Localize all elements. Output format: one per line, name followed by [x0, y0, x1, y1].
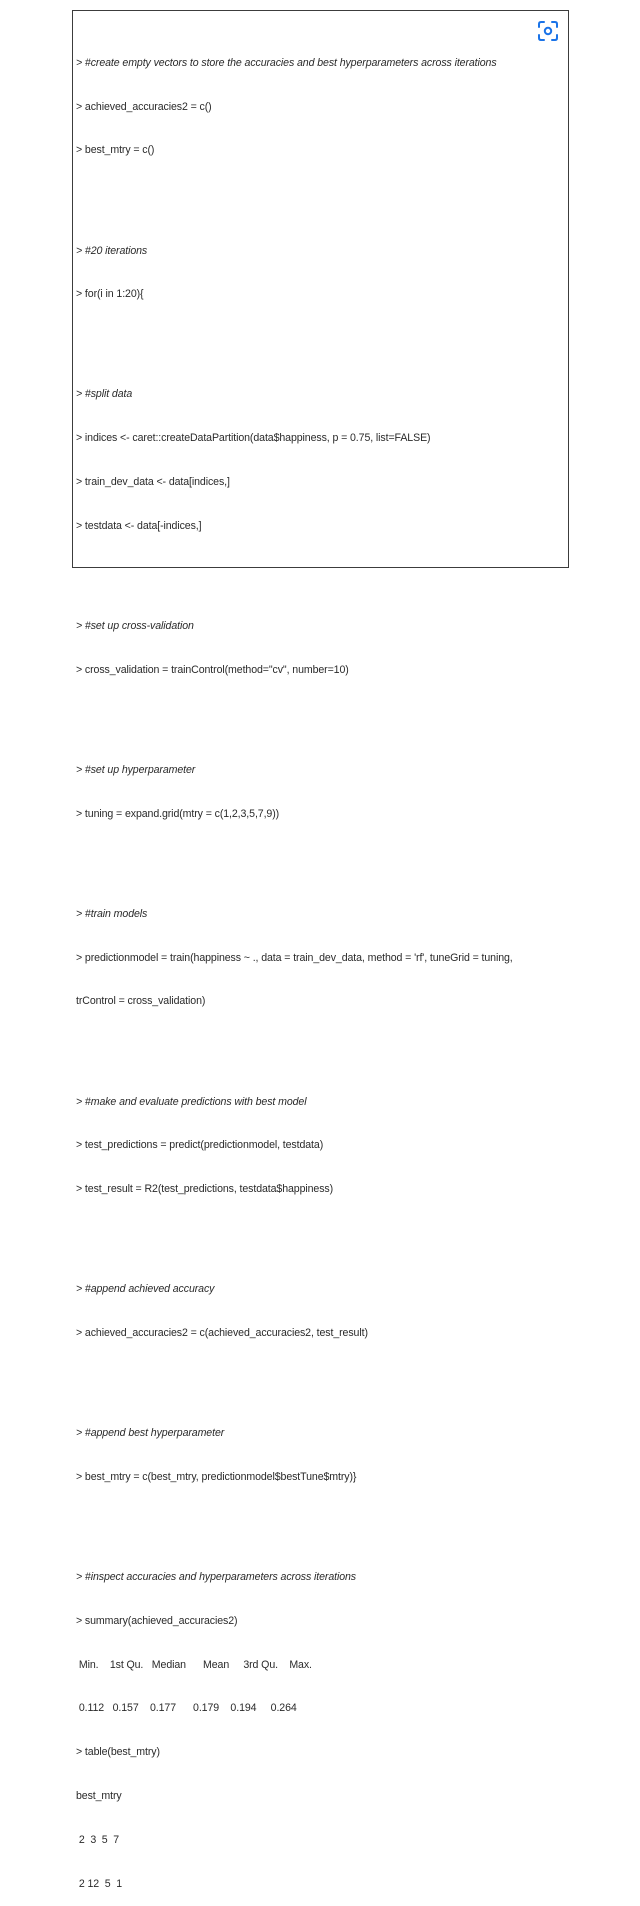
- comment-line: > #append achieved accuracy: [76, 1283, 215, 1296]
- lens-scan-icon[interactable]: [537, 20, 559, 42]
- code-line: trControl = cross_validation): [76, 995, 206, 1008]
- comment-line: > #inspect accuracies and hyperparameters across iterations: [76, 1571, 356, 1584]
- comment-line: > #create empty vectors to store the accuracies and best hyperparameters across iterations: [76, 56, 497, 69]
- comment-line: > #train models: [76, 907, 148, 920]
- r-console-output: [76, 12, 546, 1906]
- table-counts-line: 2 12 5 1: [76, 1877, 123, 1890]
- code-line: > achieved_accuracies2 = c(): [76, 100, 212, 113]
- code-line: > best_mtry = c(best_mtry, predictionmodel$bestTune$mtry)}: [76, 1470, 357, 1483]
- code-line: > for(i in 1:20){: [76, 288, 144, 301]
- comment-line: > #make and evaluate predictions with best model: [76, 1095, 307, 1108]
- code-line: > indices <- caret::createDataPartition(data$happiness, p = 0.75, list=FALSE): [76, 432, 431, 445]
- code-line: > train_dev_data <- data[indices,]: [76, 476, 230, 488]
- summary-values-line: 0.112 0.157 0.177 0.179 0.194 0.264: [76, 1702, 297, 1715]
- code-line: > summary(achieved_accuracies2): [76, 1614, 238, 1627]
- code-line: > predictionmodel = train(happiness ~ ., data = train_dev_data, method = 'rf', tuneGrid = tuning,: [76, 951, 513, 964]
- code-line: > achieved_accuracies2 = c(achieved_accuracies2, test_result): [76, 1327, 368, 1340]
- code-line: > testdata <- data[-indices,]: [76, 519, 202, 532]
- comment-line: > #20 iterations: [76, 244, 148, 257]
- code-line: > table(best_mtry): [76, 1746, 160, 1759]
- comment-line: > #set up hyperparameter: [76, 763, 196, 776]
- code-line: > tuning = expand.grid(mtry = c(1,2,3,5,7,9)): [76, 807, 280, 820]
- code-line: > best_mtry = c(): [76, 144, 155, 157]
- comment-line: > #set up cross-validation: [76, 619, 194, 632]
- comment-line: > #append best hyperparameter: [76, 1427, 225, 1440]
- code-line: > cross_validation = trainControl(method="cv", number=10): [76, 663, 349, 676]
- summary-header-line: Min. 1st Qu. Median Mean 3rd Qu. Max.: [76, 1658, 312, 1671]
- code-line: > test_predictions = predict(predictionmodel, testdata): [76, 1139, 324, 1152]
- code-line: > test_result = R2(test_predictions, testdata$happiness): [76, 1183, 334, 1196]
- table-title-line: best_mtry: [76, 1790, 122, 1803]
- comment-line: > #split data: [76, 388, 133, 401]
- table-keys-line: 2 3 5 7: [76, 1833, 120, 1846]
